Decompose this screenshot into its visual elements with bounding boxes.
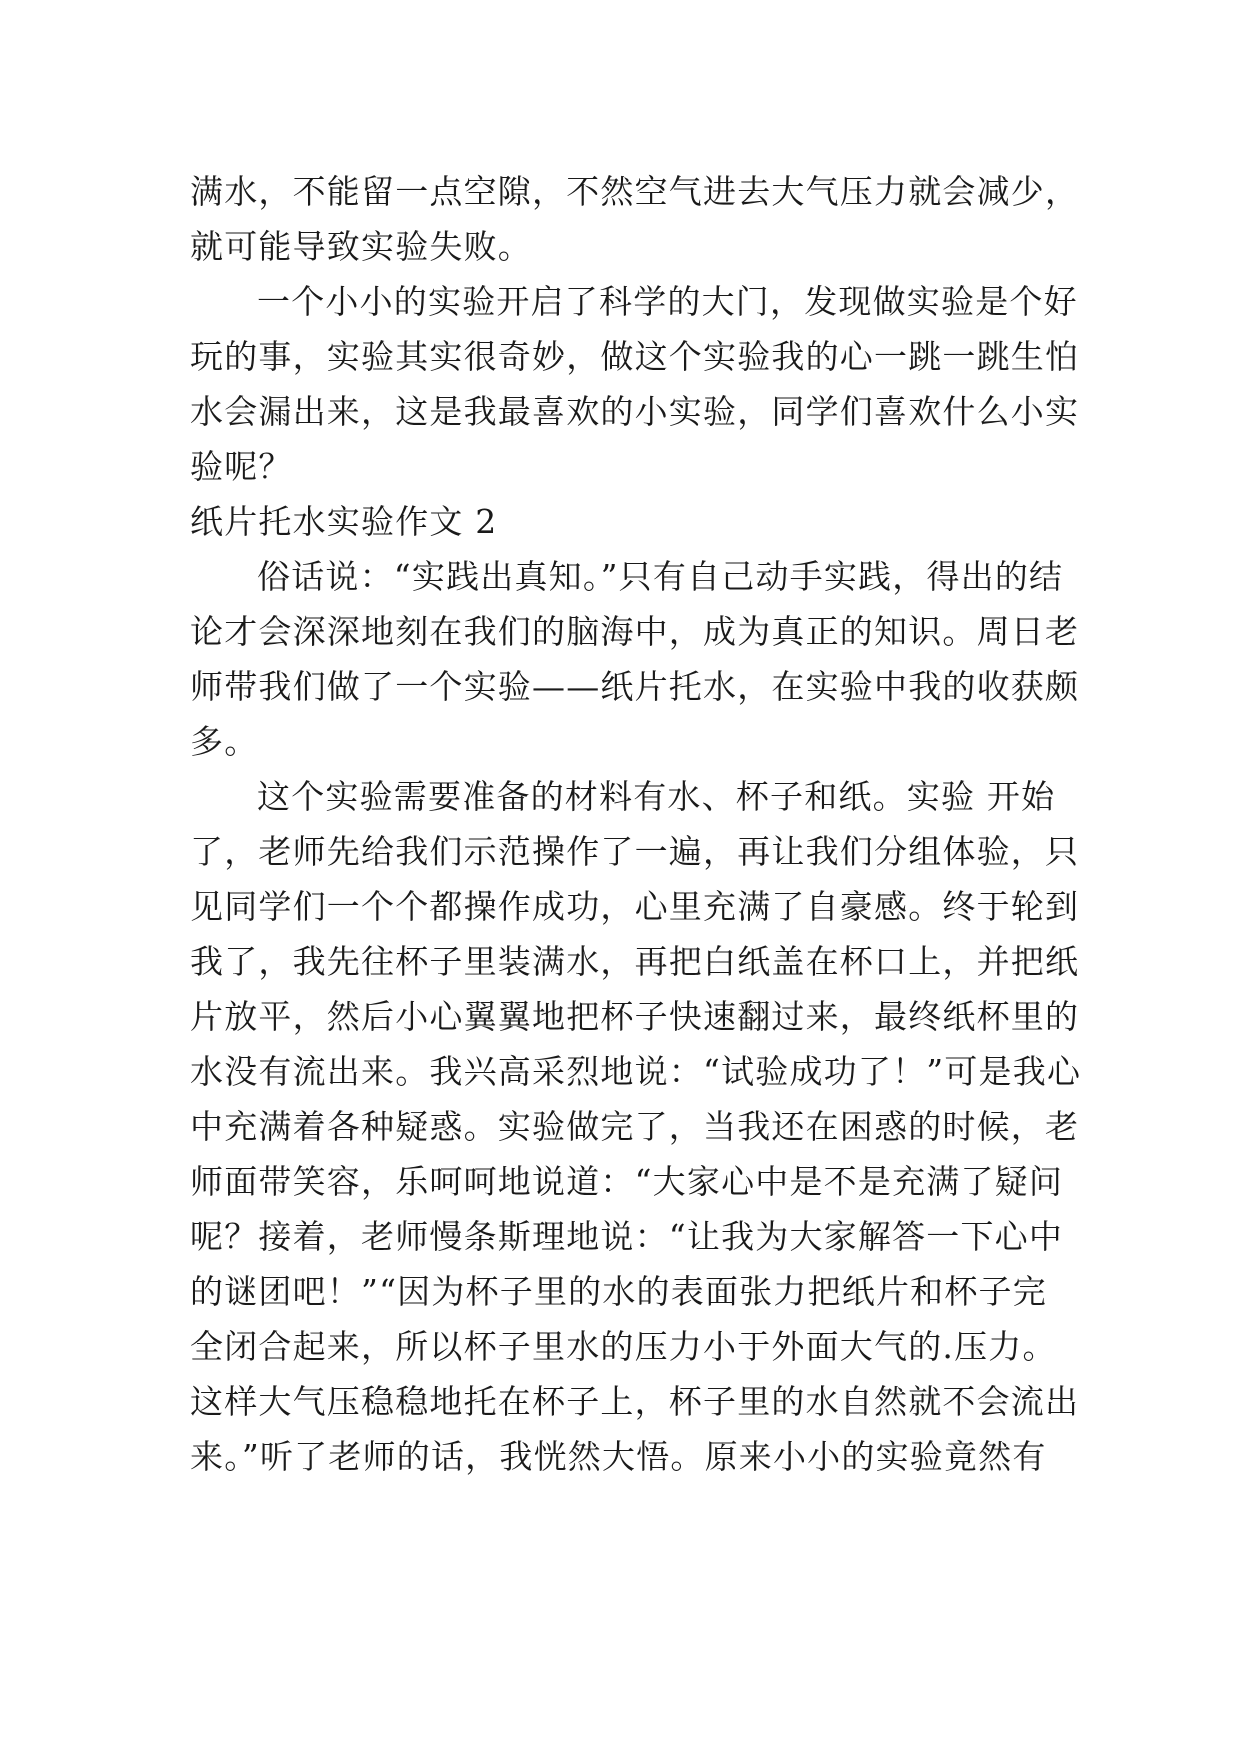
text-line: 水会漏出来，这是我最喜欢的小实验，同学们喜欢什么小实 xyxy=(190,392,1080,431)
text-line: 了，老师先给我们示范操作了一遍，再让我们分组体验，只 xyxy=(190,832,1080,871)
paragraph-first-line: 俗话说：“实践出真知。”只有自己动手实践，得出的结 xyxy=(257,557,1064,596)
text-line: 来。”听了老师的话，我恍然大悟。原来小小的实验竟然有 xyxy=(190,1437,1047,1476)
text-line: 水没有流出来。我兴高采烈地说：“试验成功了！”可是我心 xyxy=(190,1052,1082,1091)
text-line: 验呢？ xyxy=(190,447,293,486)
text-line: 我了，我先往杯子里装满水，再把白纸盖在杯口上，并把纸 xyxy=(190,942,1080,981)
text-line: 师带我们做了一个实验——纸片托水，在实验中我的收获颇 xyxy=(190,667,1080,706)
text-line: 呢？接着，老师慢条斯理地说：“让我为大家解答一下心中 xyxy=(190,1217,1064,1256)
text-line: 师面带笑容，乐呵呵地说道：“大家心中是不是充满了疑问 xyxy=(190,1162,1064,1201)
text-line: 玩的事，实验其实很奇妙，做这个实验我的心一跳一跳生怕 xyxy=(190,337,1080,376)
text-line: 片放平，然后小心翼翼地把杯子快速翻过来，最终纸杯里的 xyxy=(190,997,1080,1036)
text-line: 论才会深深地刻在我们的脑海中，成为真正的知识。周日老 xyxy=(190,612,1080,651)
text-line: 见同学们一个个都操作成功，心里充满了自豪感。终于轮到 xyxy=(190,887,1080,926)
text-line: 的谜团吧！”“因为杯子里的水的表面张力把纸片和杯子完 xyxy=(190,1272,1047,1311)
text-line: 全闭合起来，所以杯子里水的压力小于外面大气的.压力。 xyxy=(190,1327,1057,1366)
text-line: 中充满着各种疑惑。实验做完了，当我还在困惑的时候，老 xyxy=(190,1107,1080,1146)
text-line: 就可能导致实验失败。 xyxy=(190,227,532,266)
paragraph-first-line: 一个小小的实验开启了科学的大门，发现做实验是个好 xyxy=(257,282,1078,321)
section-heading: 纸片托水实验作文 2 xyxy=(190,502,498,541)
text-line: 满水，不能留一点空隙，不然空气进去大气压力就会减少， xyxy=(190,172,1080,211)
text-line: 这样大气压稳稳地托在杯子上，杯子里的水自然就不会流出 xyxy=(190,1382,1080,1421)
text-line: 多。 xyxy=(190,722,259,761)
paragraph-first-line: 这个实验需要准备的材料有水、杯子和纸。实验 开始 xyxy=(257,777,1056,816)
